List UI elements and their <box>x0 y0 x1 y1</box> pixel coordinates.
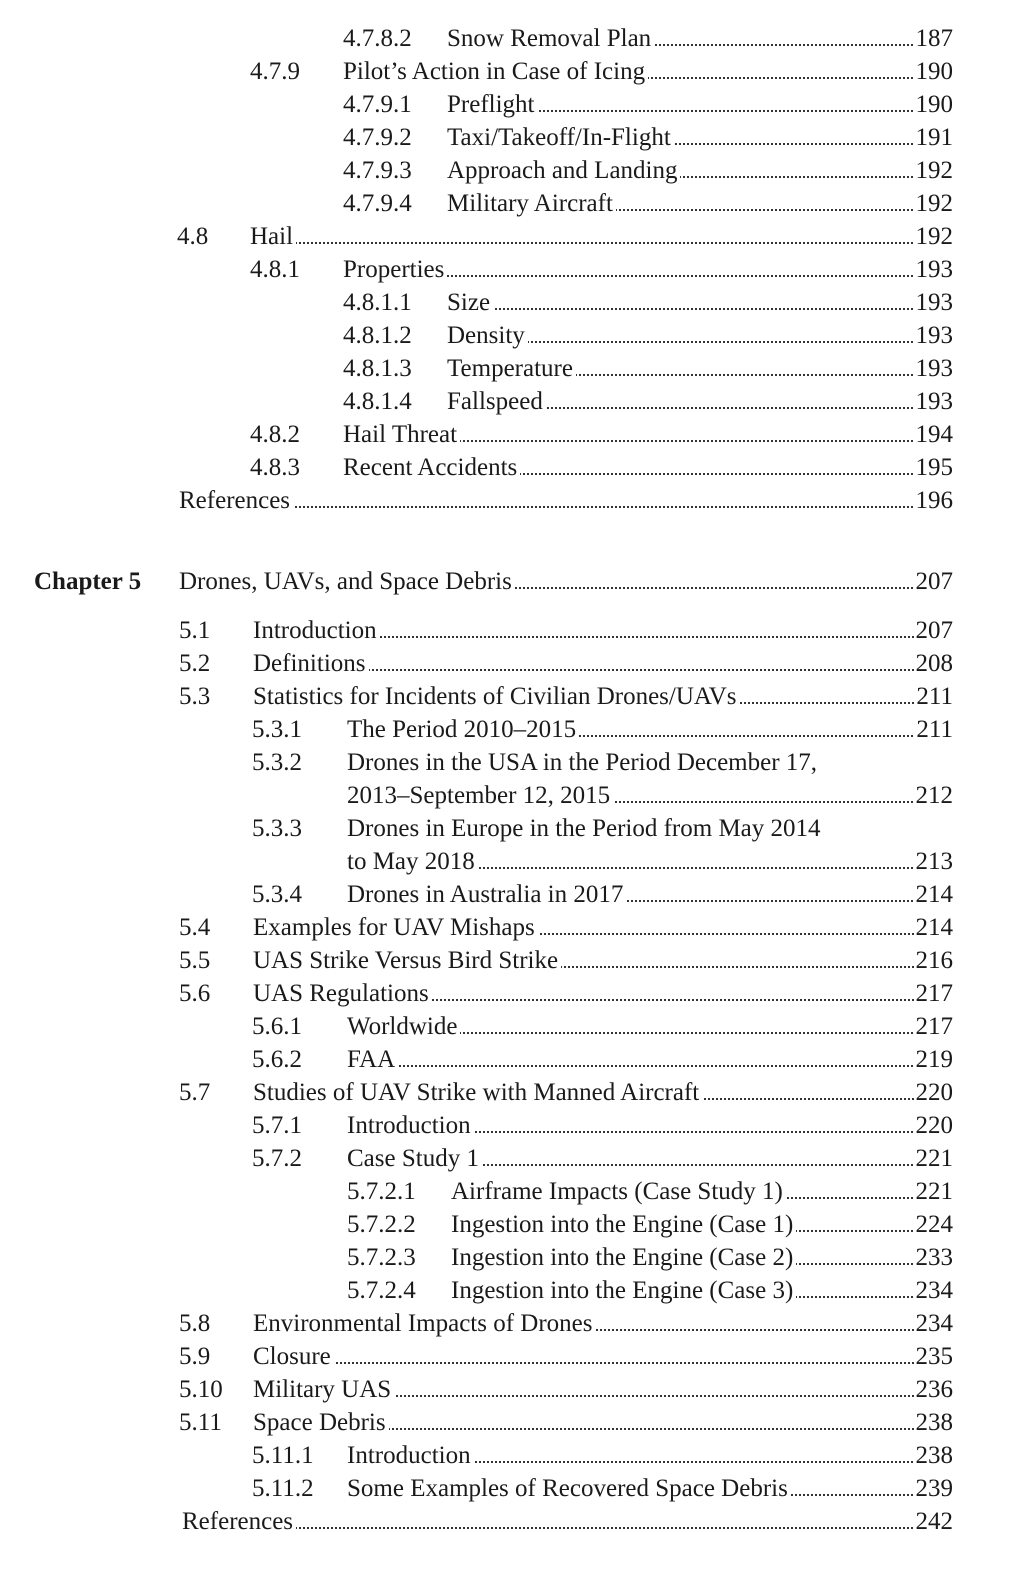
page-number: 234 <box>914 1274 954 1307</box>
section-title: Fallspeed <box>447 385 546 418</box>
page-number: 194 <box>914 418 954 451</box>
toc-entry-line2 <box>347 845 953 878</box>
toc-entry <box>179 977 953 1010</box>
leader-dots <box>182 1527 953 1529</box>
section-number: 4.8.1.3 <box>343 355 412 382</box>
section-title: Ingestion into the Engine (Case 3) <box>451 1274 796 1307</box>
section-number: 5.7.1 <box>252 1112 302 1139</box>
section-number: 4.8.2 <box>250 421 300 448</box>
toc-entry <box>250 55 953 88</box>
section-title: Introduction <box>347 1109 474 1142</box>
section-number: 4.7.9.1 <box>343 91 412 118</box>
section-number: 5.7 <box>179 1079 211 1106</box>
section-title: Recent Accidents <box>343 451 520 484</box>
section-number: 5.3.4 <box>252 881 302 908</box>
section-title-continued: to May 2018 <box>347 845 478 878</box>
page-number: 224 <box>914 1208 954 1241</box>
section-number: 5.6.2 <box>252 1046 302 1073</box>
leader-dots <box>253 1362 953 1364</box>
page-number: 242 <box>914 1505 954 1538</box>
page-number: 196 <box>914 484 954 517</box>
page-number: 239 <box>914 1472 954 1505</box>
section-title: Pilot’s Action in Case of Icing <box>343 55 648 88</box>
toc-entry <box>252 713 953 746</box>
section-title: Ingestion into the Engine (Case 2) <box>451 1241 796 1274</box>
page-number: 234 <box>914 1307 954 1340</box>
section-title: Snow Removal Plan <box>447 22 654 55</box>
page-number: 190 <box>914 88 954 121</box>
toc-entry <box>179 1307 953 1340</box>
page-number: 207 <box>914 614 954 647</box>
page-number: 233 <box>914 1241 954 1274</box>
page-number: 212 <box>914 779 954 812</box>
page-number: 207 <box>914 565 954 598</box>
page-number: 193 <box>914 253 954 286</box>
section-title: The Period 2010–2015 <box>347 713 579 746</box>
section-number: 4.8.1.2 <box>343 322 412 349</box>
page-number: 217 <box>914 1010 954 1043</box>
section-number: 5.7.2.2 <box>347 1211 416 1238</box>
toc-entry <box>252 1043 953 1076</box>
section-number: 4.8.1.1 <box>343 289 412 316</box>
toc-entry <box>347 1274 953 1307</box>
section-title: Some Examples of Recovered Space Debris <box>347 1472 791 1505</box>
page-number: 221 <box>914 1142 954 1175</box>
page-number: 192 <box>914 187 954 220</box>
page-number: 214 <box>914 911 954 944</box>
section-title: Examples for UAV Mishaps <box>253 911 538 944</box>
section-title: Airframe Impacts (Case Study 1) <box>451 1175 786 1208</box>
toc-entry <box>179 911 953 944</box>
section-title: Density <box>447 319 528 352</box>
page-number: 192 <box>914 154 954 187</box>
section-number: 4.7.8.2 <box>343 25 412 52</box>
page-number: 219 <box>914 1043 954 1076</box>
section-title: Drones in the USA in the Period December 17, <box>347 749 818 776</box>
section-title: FAA <box>347 1043 398 1076</box>
page-number: 193 <box>914 319 954 352</box>
toc-entry <box>250 253 953 286</box>
toc-entry <box>343 121 953 154</box>
section-number: 5.3.3 <box>252 815 302 842</box>
leader-dots <box>250 242 953 244</box>
section-number: 4.8 <box>177 223 209 250</box>
page-number: 193 <box>914 352 954 385</box>
page-number: 220 <box>914 1109 954 1142</box>
section-number: 5.3 <box>179 683 211 710</box>
section-title: Temperature <box>447 352 576 385</box>
toc-entry <box>343 385 953 418</box>
section-title: Properties <box>343 253 447 286</box>
section-number: 5.5 <box>179 947 211 974</box>
section-title: Drones in Australia in 2017 <box>347 878 626 911</box>
leader-dots <box>179 506 953 508</box>
section-number: 4.8.3 <box>250 454 300 481</box>
toc-entry <box>343 352 953 385</box>
toc-entry-references <box>179 484 953 517</box>
toc-entry <box>177 220 953 253</box>
section-number: 5.1 <box>179 617 211 644</box>
section-number: 5.8 <box>179 1310 211 1337</box>
page-number: 235 <box>914 1340 954 1373</box>
section-title: Taxi/Takeoff/In-Flight <box>447 121 674 154</box>
page-number: 193 <box>914 385 954 418</box>
section-title: Drones in Europe in the Period from May 2014 <box>347 815 821 842</box>
section-title: Approach and Landing <box>447 154 680 187</box>
section-number: 5.7.2 <box>252 1145 302 1172</box>
section-title-continued: 2013–September 12, 2015 <box>347 779 613 812</box>
section-number: 5.9 <box>179 1343 211 1370</box>
toc-entry <box>343 286 953 319</box>
page-number: 217 <box>914 977 954 1010</box>
page-number: 191 <box>914 121 954 154</box>
toc-entry <box>179 1340 953 1373</box>
toc-entry <box>252 1472 953 1505</box>
toc-entry <box>343 187 953 220</box>
toc-entry <box>347 1175 953 1208</box>
section-title: Military UAS <box>253 1373 394 1406</box>
section-number: 5.7.2.4 <box>347 1277 416 1304</box>
leader-dots <box>347 1065 953 1067</box>
section-number: 5.6 <box>179 980 211 1007</box>
section-number: 5.11.1 <box>252 1442 314 1469</box>
page-number: 195 <box>914 451 954 484</box>
toc-entry <box>179 614 953 647</box>
toc-entry <box>252 878 953 911</box>
section-number: 4.8.1 <box>250 256 300 283</box>
section-title: Preflight <box>447 88 538 121</box>
toc-entry-line2 <box>347 779 953 812</box>
section-title: Introduction <box>253 614 380 647</box>
section-number: 4.7.9.2 <box>343 124 412 151</box>
page-number: 190 <box>914 55 954 88</box>
page-number: 213 <box>914 845 954 878</box>
page-number: 193 <box>914 286 954 319</box>
section-number: 4.7.9.4 <box>343 190 412 217</box>
section-title: UAS Regulations <box>253 977 432 1010</box>
page-number: 211 <box>914 680 953 713</box>
section-title: Hail <box>250 220 296 253</box>
section-title: Worldwide <box>347 1010 460 1043</box>
section-number: 5.4 <box>179 914 211 941</box>
page-number: 192 <box>914 220 954 253</box>
section-number: 4.7.9.3 <box>343 157 412 184</box>
toc-entry <box>179 647 953 680</box>
page-number: 211 <box>914 713 953 746</box>
section-title: Closure <box>253 1340 334 1373</box>
section-title: Hail Threat <box>343 418 460 451</box>
toc-entry-chapter <box>34 565 953 598</box>
toc-entry <box>252 1142 953 1175</box>
section-title: Statistics for Incidents of Civilian Drones/UAVs <box>253 680 740 713</box>
section-title: References <box>182 1505 296 1538</box>
chapter-title: Drones, UAVs, and Space Debris <box>179 565 515 598</box>
toc-entry <box>252 1010 953 1043</box>
section-title: Ingestion into the Engine (Case 1) <box>451 1208 796 1241</box>
section-number: 5.3.2 <box>252 749 302 776</box>
section-number: 5.10 <box>179 1376 223 1403</box>
section-number: 5.2 <box>179 650 211 677</box>
chapter-label: Chapter 5 <box>34 568 142 595</box>
toc-entry <box>250 451 953 484</box>
section-title: Introduction <box>347 1439 474 1472</box>
toc-entry <box>250 418 953 451</box>
toc-entry <box>347 1208 953 1241</box>
section-number: 5.6.1 <box>252 1013 302 1040</box>
page-number: 187 <box>914 22 954 55</box>
toc-entry <box>179 1406 953 1439</box>
section-number: 4.8.1.4 <box>343 388 412 415</box>
section-title: Size <box>447 286 493 319</box>
toc-entry <box>343 88 953 121</box>
toc-entry <box>179 944 953 977</box>
toc-entry <box>343 22 953 55</box>
page-number: 216 <box>914 944 954 977</box>
section-title: Definitions <box>253 647 369 680</box>
page-number: 221 <box>914 1175 954 1208</box>
toc-entry <box>347 1241 953 1274</box>
toc-entry <box>343 319 953 352</box>
page-number: 220 <box>914 1076 954 1109</box>
toc-entry <box>252 1439 953 1472</box>
section-title: Case Study 1 <box>347 1142 482 1175</box>
section-number: 5.3.1 <box>252 716 302 743</box>
section-title: UAS Strike Versus Bird Strike <box>253 944 561 977</box>
toc-entry <box>179 1076 953 1109</box>
section-title: Environmental Impacts of Drones <box>253 1307 596 1340</box>
section-number: 5.7.2.1 <box>347 1178 416 1205</box>
toc-entry <box>343 154 953 187</box>
section-number: 5.11 <box>179 1409 222 1436</box>
toc-entry <box>179 680 953 713</box>
section-title: Studies of UAV Strike with Manned Aircraft <box>253 1076 702 1109</box>
section-number: 5.7.2.3 <box>347 1244 416 1271</box>
section-number: 4.7.9 <box>250 58 300 85</box>
section-title: References <box>179 484 293 517</box>
page-number: 236 <box>914 1373 954 1406</box>
toc-entry-references <box>182 1505 953 1538</box>
leader-dots <box>447 308 953 310</box>
page-number: 238 <box>914 1406 954 1439</box>
page-number: 214 <box>914 878 954 911</box>
page-number: 208 <box>914 647 954 680</box>
section-title: Military Aircraft <box>447 187 616 220</box>
section-number: 5.11.2 <box>252 1475 314 1502</box>
page-number: 238 <box>914 1439 954 1472</box>
toc-entry <box>252 1109 953 1142</box>
toc-entry <box>179 1373 953 1406</box>
section-title: Space Debris <box>253 1406 389 1439</box>
